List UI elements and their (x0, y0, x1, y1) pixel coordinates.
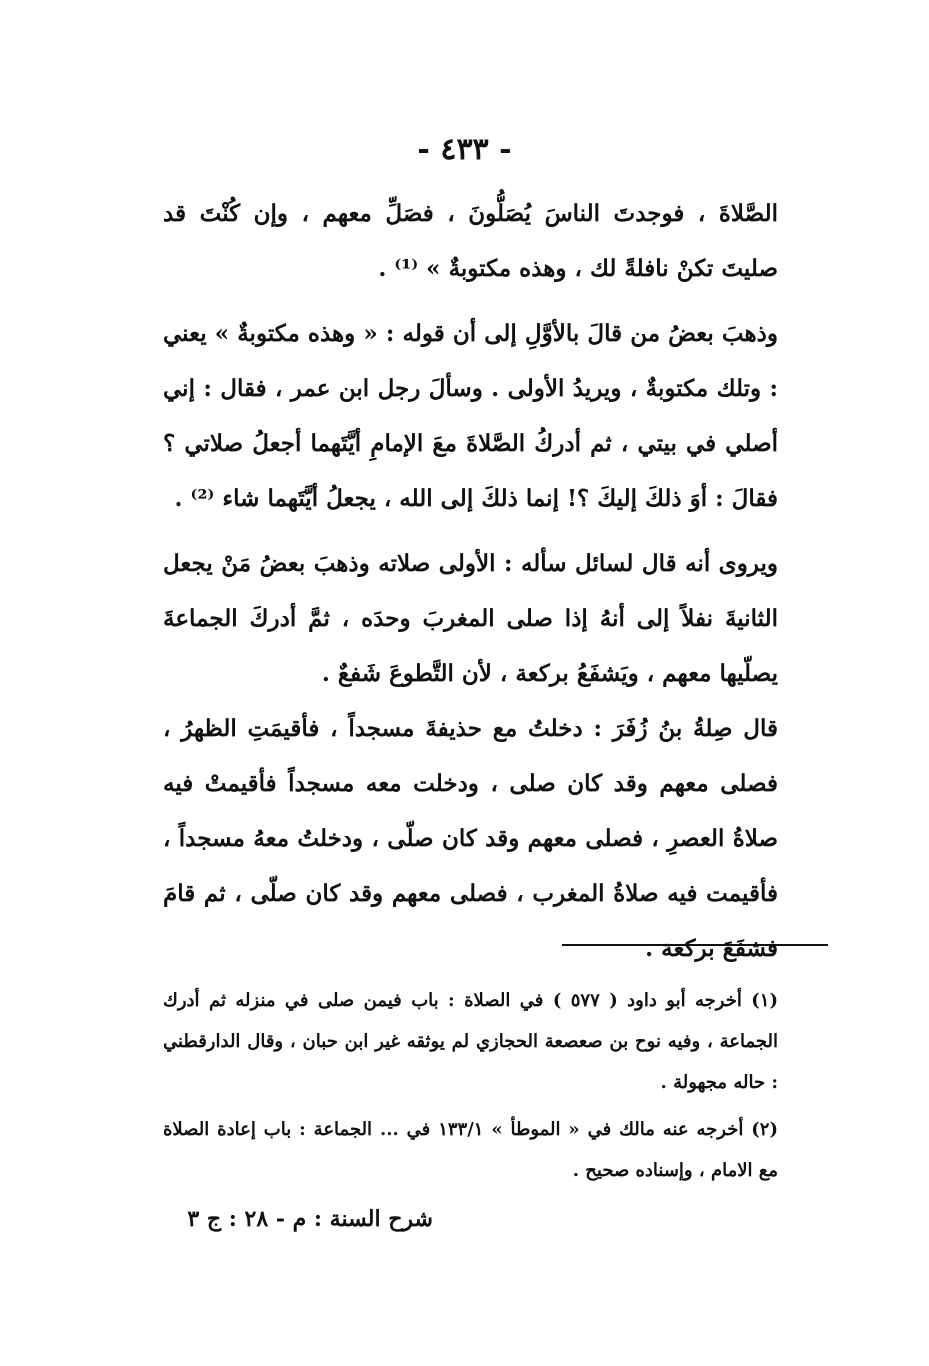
main-text (163, 186, 778, 976)
footnotes (163, 980, 778, 1197)
signature-line: شرح السنة : م - ٢٨ : ج ٣ (187, 1206, 433, 1232)
footnote: (٢) أخرجه عنه مالك في « الموطأ » ١٣٣/١ في ... الجماعة : باب إعادة الصلاة مع الامام ، وإسناده صحيح . (163, 1119, 778, 1181)
paragraph: قال صِلةُ بنُ زُفَرَ : دخلتُ مع حذيفةَ مسجداً ، فأقيمَتِ الظهرُ ، فصلى معهم وقد كان صلى ، ودخلت معه مسجداً فأقيمتْ فيه صلاةُ العصرِ ، فصلى معهم وقد كان صلّى ، ودخلتُ معهُ مسجداً ، فأقيمت فيه صلاةُ المغرب ، فصلى معهم وقد كان صلّى ، ثم قامَ فشفَعَ بركعة . (163, 715, 778, 962)
footnote-divider (562, 944, 828, 946)
page-number: - ٤٣٣ - (417, 132, 512, 167)
footnote: (١) أخرجه أبو داود ( ٥٧٧ ) في الصلاة : باب فيمن صلى في منزله ثم أدرك الجماعة ، وفيه نوح بن صعصعة الحجازي لم يوثقه غير ابن حبان ، وقال الدارقطني : حاله مجهولة . (163, 990, 778, 1093)
paragraph: الصَّلاةَ ، فوجدتَ الناسَ يُصَلُّونَ ، فصَلِّ معهم ، وإن كُنْتَ قد صليتَ تكنْ نافلةً لك ، وهذه مكتوبةٌ » ⁽¹⁾ . (163, 200, 778, 282)
paragraph: وذهبَ بعضُ من قالَ بالأوَّلِ إلى أن قوله : « وهذه مكتوبةٌ » يعني : وتلك مكتوبةٌ ، ويريدُ الأولى . وسألَ رجل ابن عمر ، فقال : إني أصلي في بيتي ، ثم أدركُ الصَّلاةَ معَ الإمامِ أيَّتَهما أجعلُ صلاتي ؟ فقالَ : أوَ ذلكَ إليكَ ؟! إنما ذلكَ إلى الله ، يجعلُ أيَّتَهما شاء ⁽²⁾ . (163, 320, 778, 512)
paragraph: ويروى أنه قال لسائل سأله : الأولى صلاته وذهبَ بعضُ مَنْ يجعل الثانيةَ نفلاً إلى أنهُ إذا صلى المغربَ وحدَه ، ثمَّ أدركَ الجماعةَ يصلّيها معهم ، ويَشفَعُ بركعة ، لأن التَّطوعَ شَفعٌ . (163, 550, 778, 687)
